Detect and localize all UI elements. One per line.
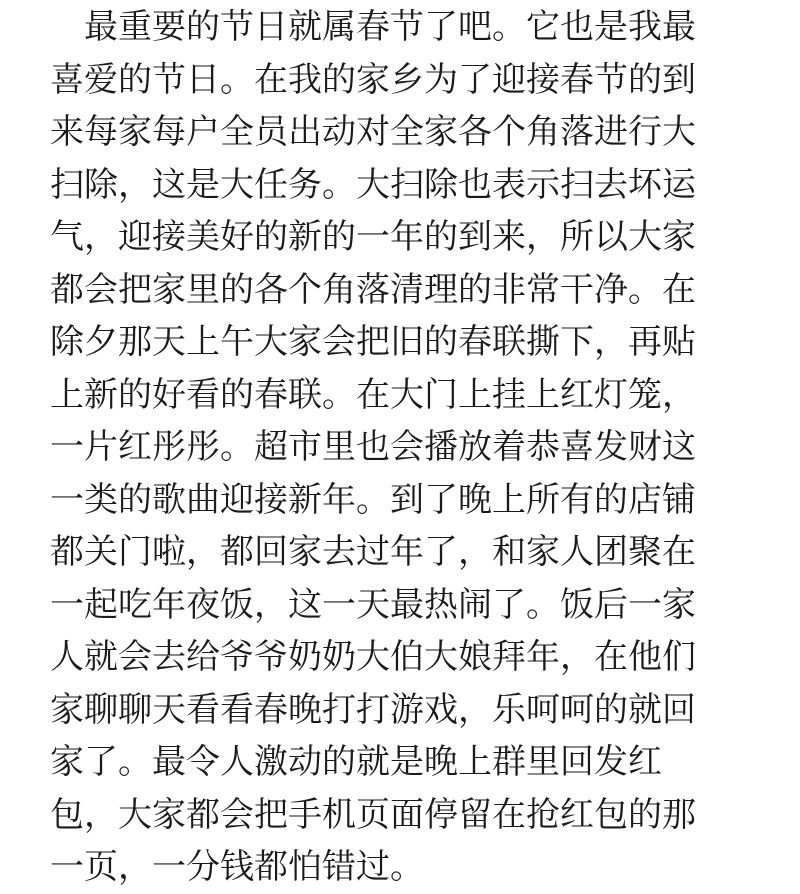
text-line-6: 都会把家里的各个角落清理的非常干净。在	[50, 269, 696, 310]
text-line-3: 来每家每户全员出动对全家各个角落进行大	[50, 112, 696, 152]
essay-text	[50, 1, 750, 894]
text-line-11: 都关门啦，都回家去过年了，和家人团聚在	[50, 532, 696, 572]
text-line-4: 扫除，这是大任务。大扫除也表示扫去坏运	[50, 164, 696, 205]
text-line-12: 一起吃年夜饭，这一天最热闹了。饭后一家	[50, 584, 696, 625]
text-line-2: 喜爱的节日。在我的家乡为了迎接春节的到	[50, 59, 696, 100]
text-line-16: 包，大家都会把手机页面停留在抢红包的那	[50, 794, 696, 835]
text-line-7: 除夕那天上午大家会把旧的春联撕下，再贴	[50, 322, 696, 362]
text-line-13: 人就会去给爷爷奶奶大伯大娘拜年，在他们	[50, 637, 696, 677]
text-line-9: 一片红彤彤。超市里也会播放着恭喜发财这	[50, 427, 696, 467]
text-line-10: 一类的歌曲迎接新年。到了晚上所有的店铺	[50, 479, 696, 520]
text-line-8: 上新的好看的春联。在大门上挂上红灯笼，	[50, 374, 696, 415]
text-line-15: 家了。最令人激动的就是晚上群里回发红	[50, 742, 662, 782]
text-line-5: 气，迎接美好的新的一年的到来，所以大家	[50, 217, 696, 257]
text-line-17: 一页，一分钱都怕错过。	[50, 847, 424, 887]
text-line-1: 最重要的节日就属春节了吧。它也是我最	[50, 7, 696, 47]
text-line-14: 家聊聊天看看春晚打打游戏，乐呵呵的就回	[50, 689, 696, 730]
